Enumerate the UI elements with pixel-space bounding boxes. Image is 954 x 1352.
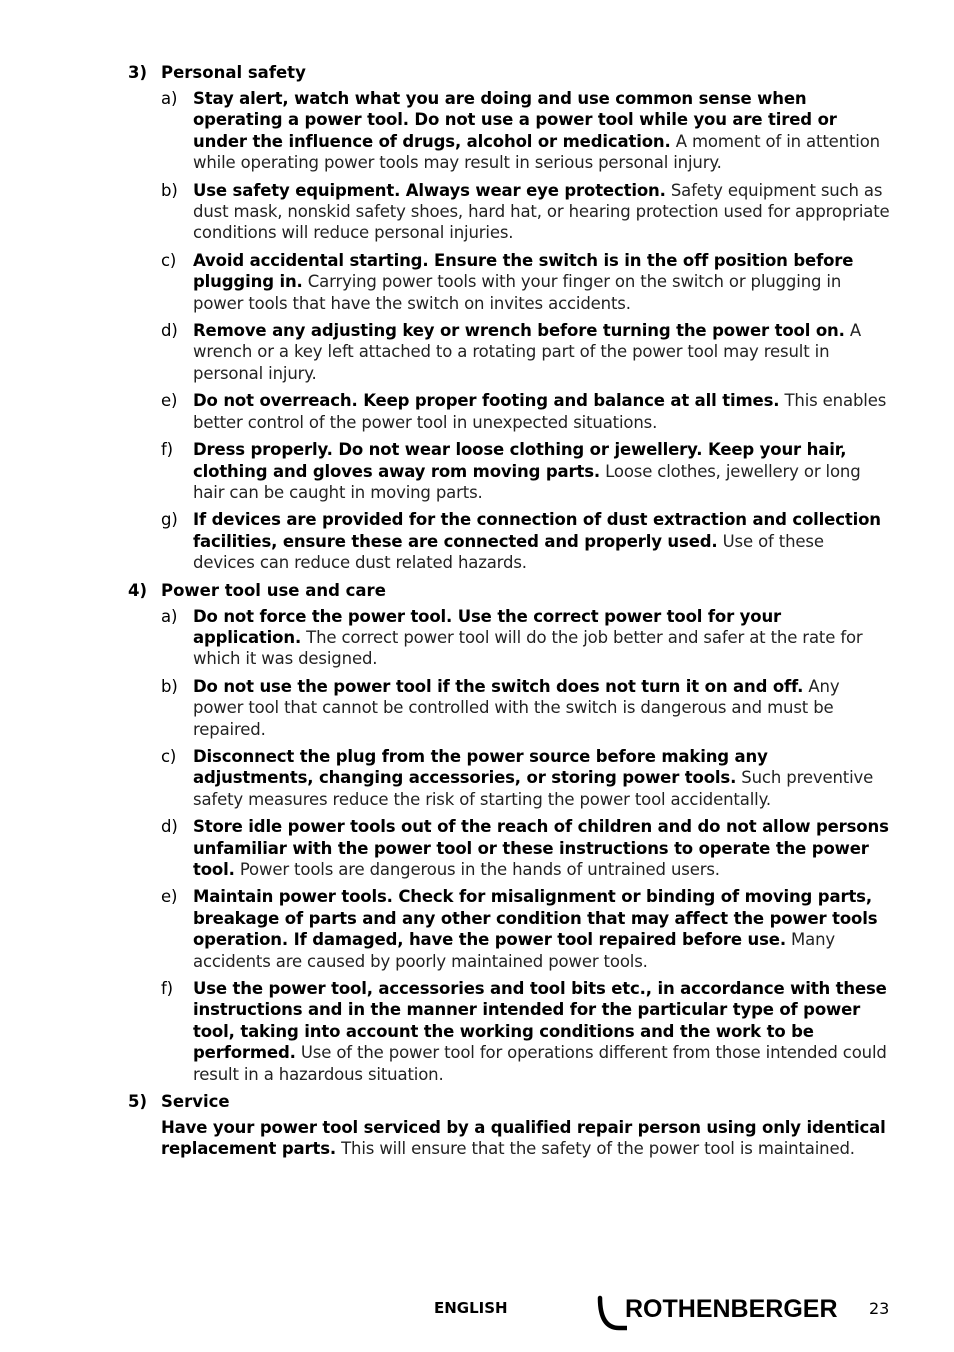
list-item xyxy=(161,816,890,880)
brand-name: ROTHENBERGER xyxy=(625,1295,838,1323)
item-bold-text: Stay alert, watch what you are doing and use common sense when operating a power tool. Do not use a power tool while you are tired or under the influence of drugs, alcohol or medication. xyxy=(193,89,837,151)
list-item xyxy=(161,978,890,1085)
item-bold-text: Store idle power tools out of the reach of children and do not allow persons unfamiliar with the power tool or these instructions to operate the power tool. xyxy=(193,817,889,879)
item-letter: b) xyxy=(161,676,178,696)
item-letter: e) xyxy=(161,391,178,411)
section-title: Power tool use and care xyxy=(161,580,386,600)
item-normal-text: Use of the power tool for operations different from those intended could result in a hazardous situation. xyxy=(193,1043,887,1084)
item-normal-text: A moment of in attention while operating power tools may result in serious personal injury. xyxy=(193,131,880,173)
section-number: 3) xyxy=(128,63,148,82)
item-letter: c) xyxy=(161,746,177,766)
item-bold-text: Do not overreach. Keep proper footing and balance at all times. xyxy=(193,391,780,411)
footer-language: ENGLISH xyxy=(434,1299,508,1317)
list-item xyxy=(161,250,890,314)
item-letter: g) xyxy=(161,510,178,530)
item-normal-text: Carrying power tools with your finger on the switch or plugging in power tools that have the switch on invites accidents. xyxy=(193,272,842,313)
item-letter: a) xyxy=(161,606,178,626)
logo-hook-icon xyxy=(597,1294,627,1332)
list-item xyxy=(161,439,890,503)
item-bold-text: Dress properly. Do not wear loose clothing or jewellery. Keep your hair, clothing and gloves away rom moving parts. xyxy=(193,440,847,481)
item-letter: c) xyxy=(161,250,177,270)
item-bold-text: Remove any adjusting key or wrench before turning the power tool on. xyxy=(193,321,845,341)
service-bold-text: Have your power tool serviced by a qualified repair person using only identical replacement parts. xyxy=(161,1118,886,1159)
item-bold-text: Use the power tool, accessories and tool bits etc., in accordance with these instructions and in the manner intended for the particular type of power tool, taking into account the working conditions and the work to be performed. xyxy=(193,979,887,1063)
list-item xyxy=(161,746,890,810)
item-bold-text: If devices are provided for the connection of dust extraction and collection facilities, ensure these are connected and properly used. xyxy=(193,510,881,551)
item-letter: d) xyxy=(161,321,178,341)
list-item xyxy=(161,88,890,174)
item-bold-text: Disconnect the plug from the power source before making any adjustments, changing accessories, or storing power tools. xyxy=(193,746,768,788)
section-title: Personal safety xyxy=(161,63,306,82)
section-number: 4) xyxy=(128,580,148,600)
list-item xyxy=(161,509,890,573)
section-heading xyxy=(128,62,890,84)
item-bold-text: Use safety equipment. Always wear eye protection. xyxy=(193,180,666,200)
item-letter: a) xyxy=(161,89,178,108)
item-bold-text: Maintain power tools. Check for misalignment or binding of moving parts, breakage of parts and any other condition that may affect the power tools operation. If damaged, have the power tool repaired before use. xyxy=(193,887,878,950)
section-power-tool-use xyxy=(128,580,890,1086)
item-normal-text: Any power tool that cannot be controlled with the switch is dangerous and must be repaired. xyxy=(193,676,840,739)
item-normal-text: Such preventive safety measures reduce the risk of starting the power tool accidentally. xyxy=(193,768,874,809)
page-number: 23 xyxy=(869,1299,890,1318)
item-normal-text: A wrench or a key left attached to a rotating part of the power tool may result in personal injury. xyxy=(193,321,861,383)
section-heading xyxy=(128,1091,890,1113)
list-item xyxy=(161,886,890,972)
section-heading xyxy=(128,580,890,602)
manual-content xyxy=(128,62,890,1160)
item-bold-text: Do not use the power tool if the switch does not turn it on and off. xyxy=(193,676,804,696)
item-normal-text: Loose clothes, jewellery or long hair can be caught in moving parts. xyxy=(193,461,861,502)
item-normal-text: Power tools are dangerous in the hands of untrained users. xyxy=(234,860,720,879)
list-item xyxy=(161,180,890,244)
section-personal-safety xyxy=(128,62,890,574)
item-normal-text: This enables better control of the power tool in unexpected situations. xyxy=(193,391,887,432)
item-letter: d) xyxy=(161,817,178,837)
section-number: 5) xyxy=(128,1092,148,1112)
brand-logo xyxy=(597,1294,838,1332)
item-normal-text: Many accidents are caused by poorly maintained power tools. xyxy=(193,930,836,971)
service-paragraph xyxy=(161,1117,890,1160)
list-item xyxy=(161,390,890,433)
section-title: Service xyxy=(161,1092,230,1112)
list-item xyxy=(161,676,890,740)
item-letter: b) xyxy=(161,180,178,200)
item-bold-text: Do not force the power tool. Use the correct power tool for your application. xyxy=(193,606,782,647)
list-item xyxy=(161,320,890,384)
item-letter: e) xyxy=(161,887,178,907)
list-item xyxy=(161,606,890,670)
item-normal-text: Safety equipment such as dust mask, nonskid safety shoes, hard hat, or hearing protection used for appropriate conditions will reduce personal injuries. xyxy=(193,180,890,243)
item-bold-text: Avoid accidental starting. Ensure the switch is in the off position before plugging in. xyxy=(193,250,854,292)
service-normal-text: This will ensure that the safety of the power tool is maintained. xyxy=(336,1139,855,1159)
item-letter: f) xyxy=(161,440,173,460)
item-normal-text: Use of these devices can reduce dust related hazards. xyxy=(193,531,824,573)
section-service xyxy=(128,1091,890,1160)
item-letter: f) xyxy=(161,979,173,999)
item-normal-text: The correct power tool will do the job better and safer at the rate for which it was designed. xyxy=(193,627,863,669)
